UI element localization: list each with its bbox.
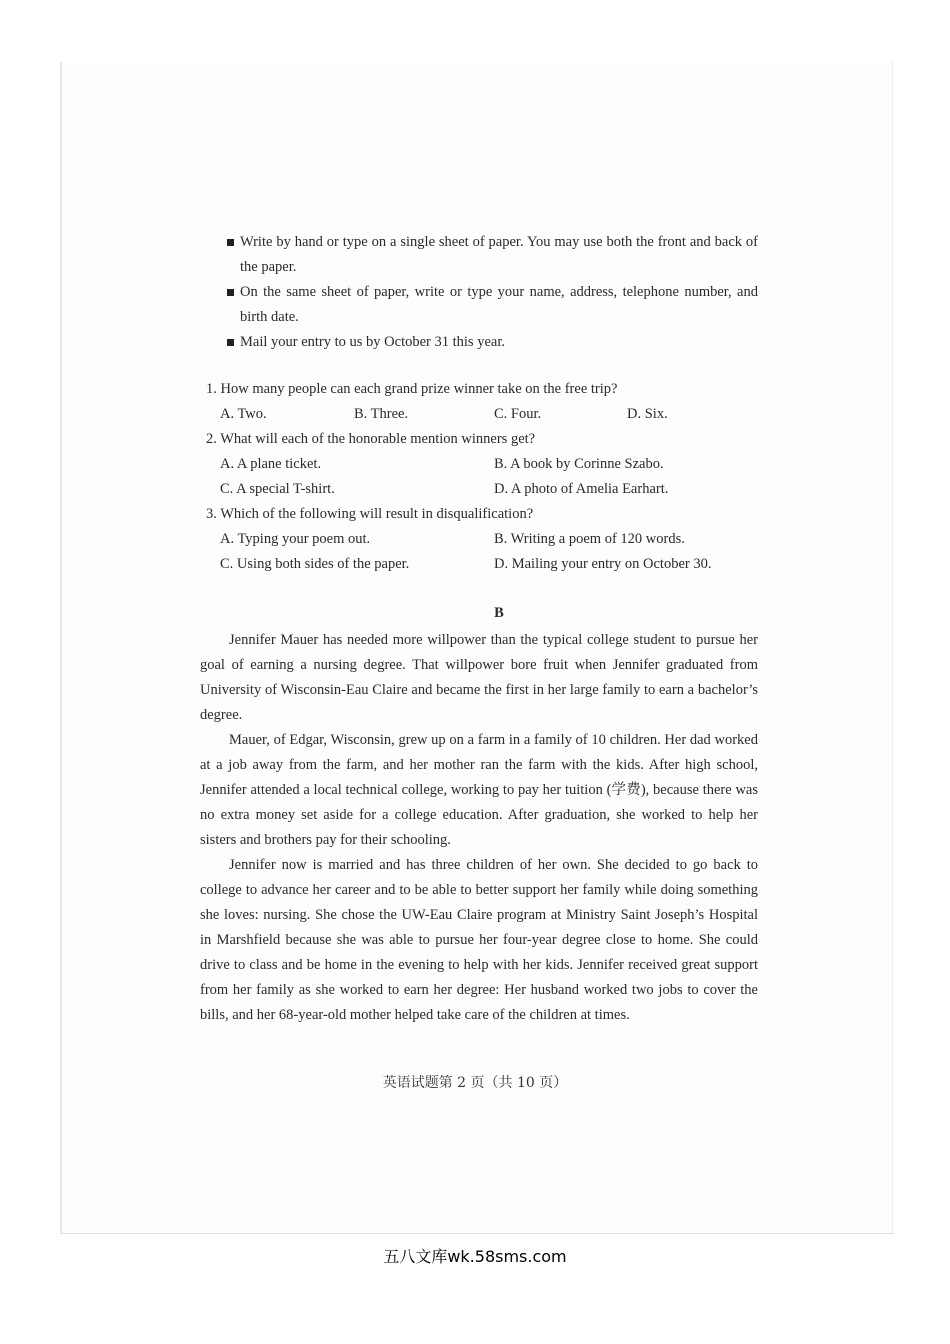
option-c: C. A special T-shirt. [220,481,335,497]
question-options-row [220,527,758,552]
watermark-text: 五八文库wk.58sms.com [383,1247,567,1266]
page-footer: 英语试题第 2 页（共 10 页） [382,1075,568,1091]
option-b: B. Three. [354,406,409,422]
instruction-item [200,280,758,330]
option-d: D. Six. [627,406,668,422]
section-heading: B [494,605,504,621]
question-options-row [220,452,758,477]
question-options [220,402,758,427]
instruction-list [200,230,758,355]
instruction-text: Write by hand or type on a single sheet of paper. You may use both the front and back of the paper. [240,234,758,275]
divider [62,1233,894,1234]
question-options-row [220,477,758,502]
instruction-text: Mail your entry to us by October 31 this year. [240,334,505,350]
passage-paragraph: Mauer, of Edgar, Wisconsin, grew up on a farm in a family of 10 children. Her dad worked at a job away from the farm, and her mother ran the farm with the kids. After high school, Jennifer attended a local technical college, working to pay her tuition (学费), because there was no extra money set aside for a college education. After graduation, she worked to help her sisters and brothers pay for their schooling. [200,732,758,848]
instruction-item [200,230,758,280]
page-content [200,230,758,1028]
option-c: C. Four. [494,406,542,422]
question-2 [200,427,758,502]
instruction-item [200,330,758,355]
option-a: A. Typing your poem out. [220,531,371,547]
option-a: A. Two. [220,406,267,422]
passage-b [200,628,758,1028]
option-b: B. A book by Corinne Szabo. [494,456,664,472]
question-list [200,377,758,577]
question-1 [200,377,758,427]
option-d: D. A photo of Amelia Earhart. [494,481,669,497]
square-bullet-icon [227,339,234,346]
square-bullet-icon [227,239,234,246]
option-b: B. Writing a poem of 120 words. [494,531,685,547]
question-3 [200,502,758,577]
question-stem: 3. Which of the following will result in disqualification? [206,506,534,522]
passage-paragraph: Jennifer Mauer has needed more willpower than the typical college student to pursue her goal of earning a nursing degree. That willpower bore fruit when Jennifer graduated from University of Wisconsin-Eau Claire and became the first in her large family to earn a bachelor’s degree. [200,632,758,723]
question-stem: 2. What will each of the honorable mention winners get? [206,431,536,447]
square-bullet-icon [227,289,234,296]
option-a: A. A plane ticket. [220,456,322,472]
instruction-text: On the same sheet of paper, write or type your name, address, telephone number, and birth date. [240,284,758,325]
question-stem: 1. How many people can each grand prize winner take on the free trip? [206,381,618,397]
option-c: C. Using both sides of the paper. [220,556,410,572]
passage-paragraph: Jennifer now is married and has three children of her own. She decided to go back to college to advance her career and to be able to better support her family while doing something she loves: nursing. She chose the UW-Eau Claire program at Ministry Saint Joseph’s Hospital in Marshfield because she was able to pursue her four-year degree close to home. She could drive to class and be home in the evening to help with her kids. Jennifer received great support from her family as she worked to earn her degree: Her husband worked two jobs to cover the bills, and her 68-year-old mother helped take care of the children at times. [200,857,758,1023]
option-d: D. Mailing your entry on October 30. [494,556,712,572]
question-options-row [220,552,758,577]
